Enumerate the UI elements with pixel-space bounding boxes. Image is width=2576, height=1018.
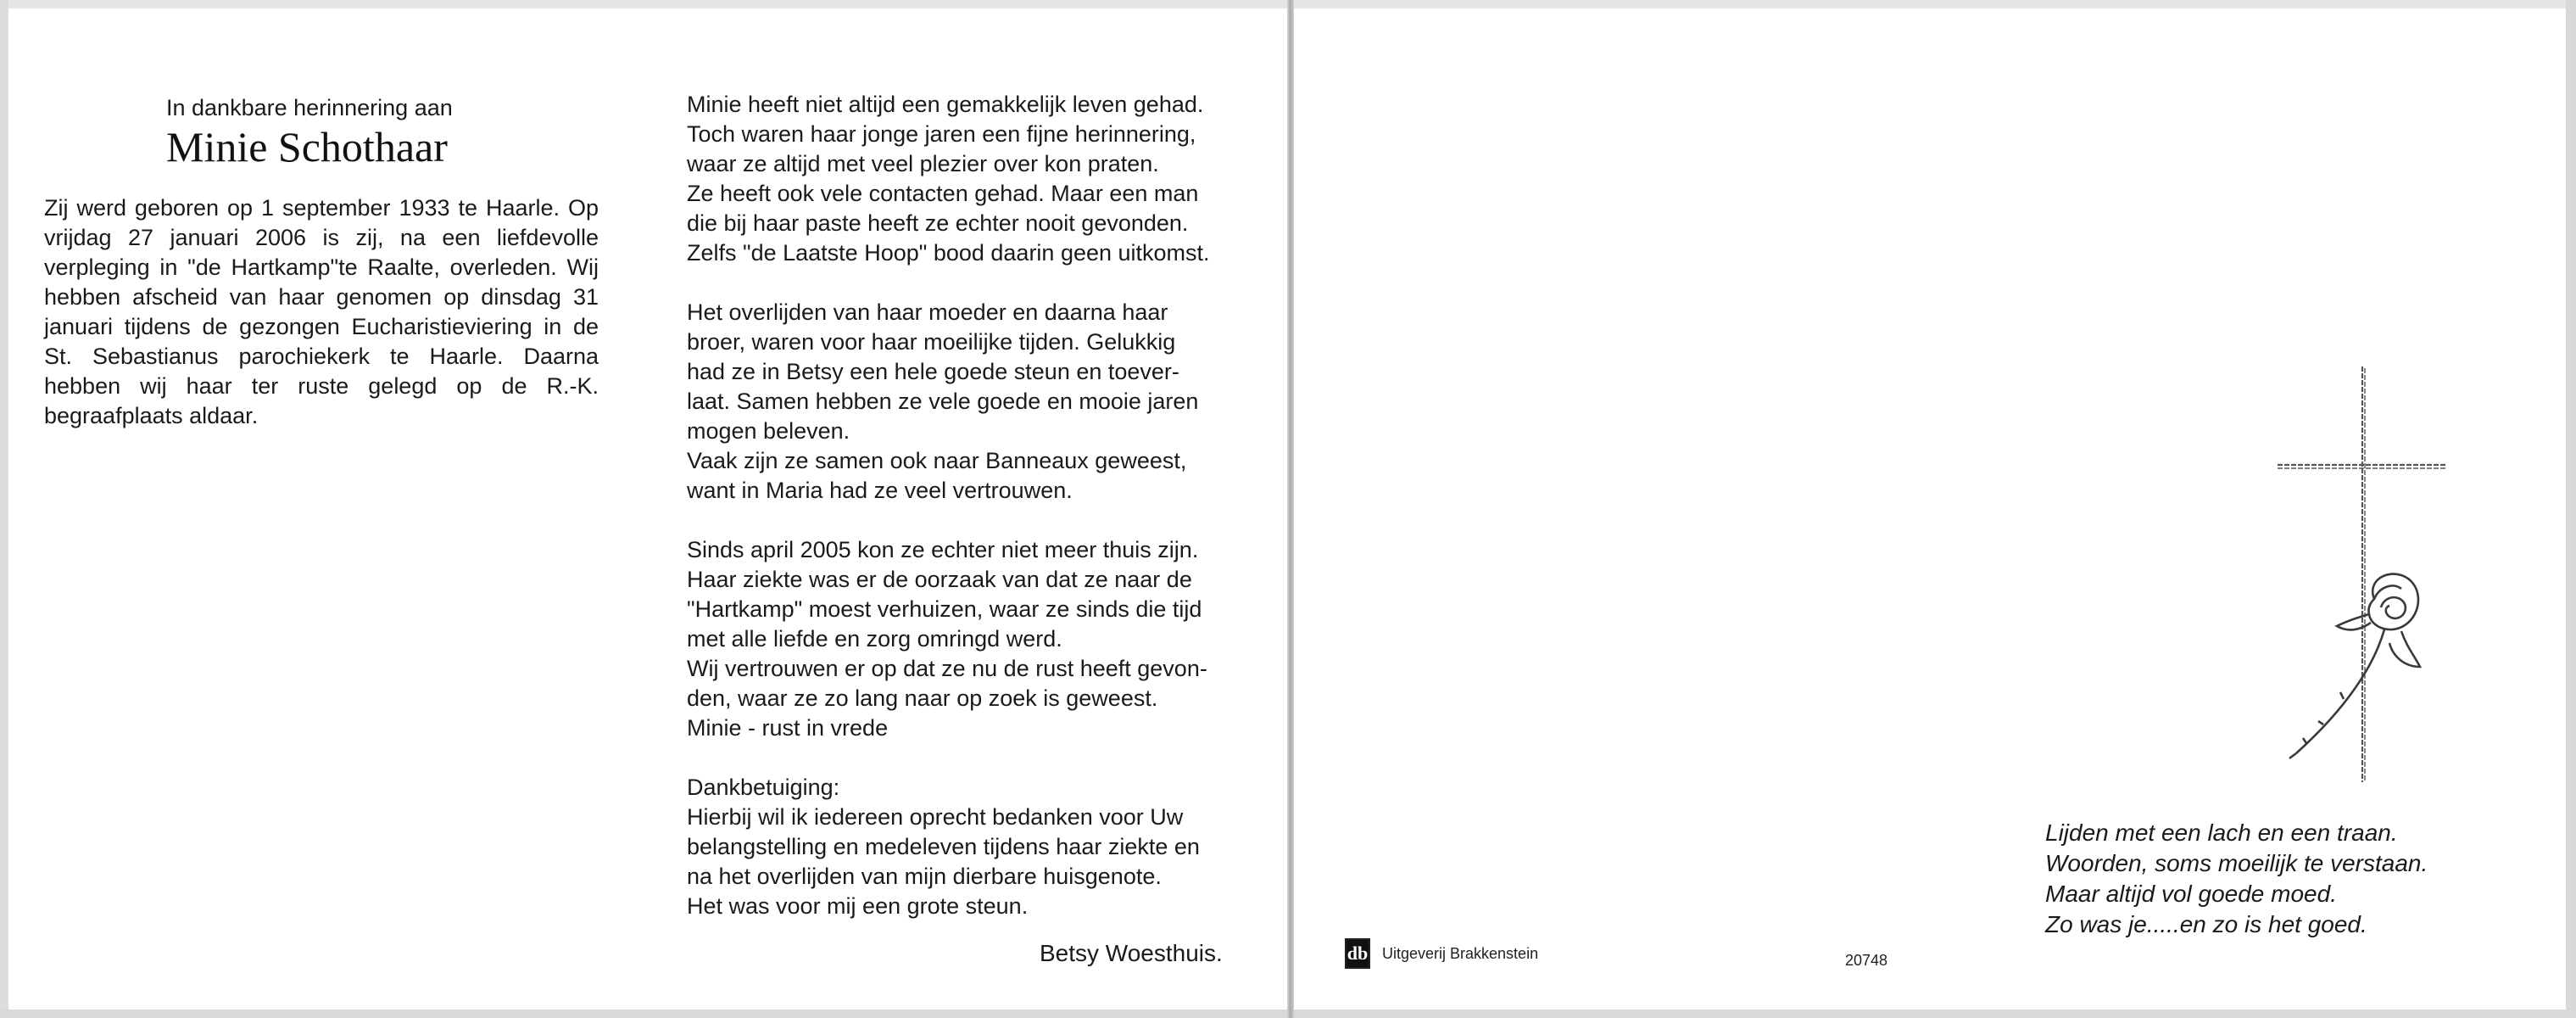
poem-line: Maar altijd vol goede moed.	[2045, 881, 2337, 907]
memorial-line: Het overlijden van haar moeder en daarna haar	[687, 299, 1168, 325]
memorial-line: "Hartkamp" moest verhuizen, waar ze sinds die tijd	[687, 596, 1202, 622]
memorial-line: Het was voor mij een grote steun.	[687, 893, 1029, 919]
memorial-line: den, waar ze zo lang naar op zoek is geweest.	[687, 685, 1158, 711]
paragraph-gap	[687, 743, 1238, 773]
biography-text: Zij werd geboren op 1 september 1933 te Haarle. Op vrijdag 27 januari 2006 is zij, na een liefdevolle verpleging in "de Hartkamp"te Raalte, overleden. Wij hebben afscheid van haar genomen op dinsdag 31 januari tijdens de gezongen Eucharistieviering in de St. Sebastianus parochiekerk te Haarle. Daarna hebben wij haar ter ruste gelegd op de R.-K. begraafplaats aldaar.	[44, 195, 599, 428]
memorial-line: na het overlijden van mijn dierbare huisgenote.	[687, 864, 1162, 889]
signature: Betsy Woesthuis.	[1040, 940, 1223, 966]
publisher-name: Uitgeverij Brakkenstein	[1382, 944, 1539, 962]
memorial-line: Wij vertrouwen er op dat ze nu de rust heeft gevon-	[687, 656, 1207, 681]
memorial-line: Dankbetuiging:	[687, 775, 840, 800]
memorial-line: die bij haar paste heeft ze echter nooit gevonden.	[687, 210, 1189, 236]
paragraph-gap	[687, 506, 1238, 535]
memorial-line: had ze in Betsy een hele goede steun en toever-	[687, 359, 1179, 384]
cross-with-rose-icon	[2266, 360, 2473, 784]
poem-line: Woorden, soms moeilijk te verstaan.	[2045, 850, 2428, 876]
memorial-text-column	[687, 90, 1238, 921]
card-edge-right	[2566, 0, 2576, 1018]
publisher-logo: db	[1345, 938, 1370, 969]
memorial-line: want in Maria had ze veel vertrouwen.	[687, 478, 1073, 503]
poem-line: Lijden met een lach en een traan.	[2045, 819, 2398, 846]
publisher	[1345, 938, 1538, 969]
card-code: 20748	[1845, 952, 1888, 969]
memorial-line: Vaak zijn ze samen ook naar Banneaux geweest,	[687, 448, 1187, 473]
memorial-line: Toch waren haar jonge jaren een fijne herinnering,	[687, 121, 1196, 147]
memorial-line: mogen beleven.	[687, 418, 850, 444]
memorial-line: met alle liefde en zorg omringd werd.	[687, 626, 1062, 652]
memorial-line: Hierbij wil ik iedereen oprecht bedanken voor Uw	[687, 804, 1184, 830]
memorial-line: belangstelling en medeleven tijdens haar ziekte en	[687, 834, 1200, 859]
memorial-line: waar ze altijd met veel plezier over kon praten.	[687, 151, 1159, 176]
card-fold	[1287, 0, 1294, 1018]
memorial-line: broer, waren voor haar moeilijke tijden. Gelukkig	[687, 329, 1176, 355]
memorial-line: Haar ziekte was er de oorzaak van dat ze naar de	[687, 567, 1192, 592]
memorial-line: Zelfs "de Laatste Hoop" bood daarin geen uitkomst.	[687, 240, 1210, 266]
memorial-line: Sinds april 2005 kon ze echter niet meer thuis zijn.	[687, 537, 1199, 562]
memorial-line: Minie - rust in vrede	[687, 715, 889, 741]
paragraph-gap	[687, 268, 1238, 298]
memorial-line: Ze heeft ook vele contacten gehad. Maar een man	[687, 181, 1199, 206]
intro-text: In dankbare herinnering aan	[166, 95, 453, 120]
memorial-line: Minie heeft niet altijd een gemakkelijk leven gehad.	[687, 92, 1204, 117]
poem	[2045, 818, 2428, 940]
poem-line: Zo was je.....en zo is het goed.	[2045, 911, 2367, 937]
deceased-name: Minie Schothaar	[166, 123, 448, 171]
memorial-line: laat. Samen hebben ze vele goede en mooie jaren	[687, 389, 1199, 414]
card-edge-left	[0, 0, 8, 1018]
